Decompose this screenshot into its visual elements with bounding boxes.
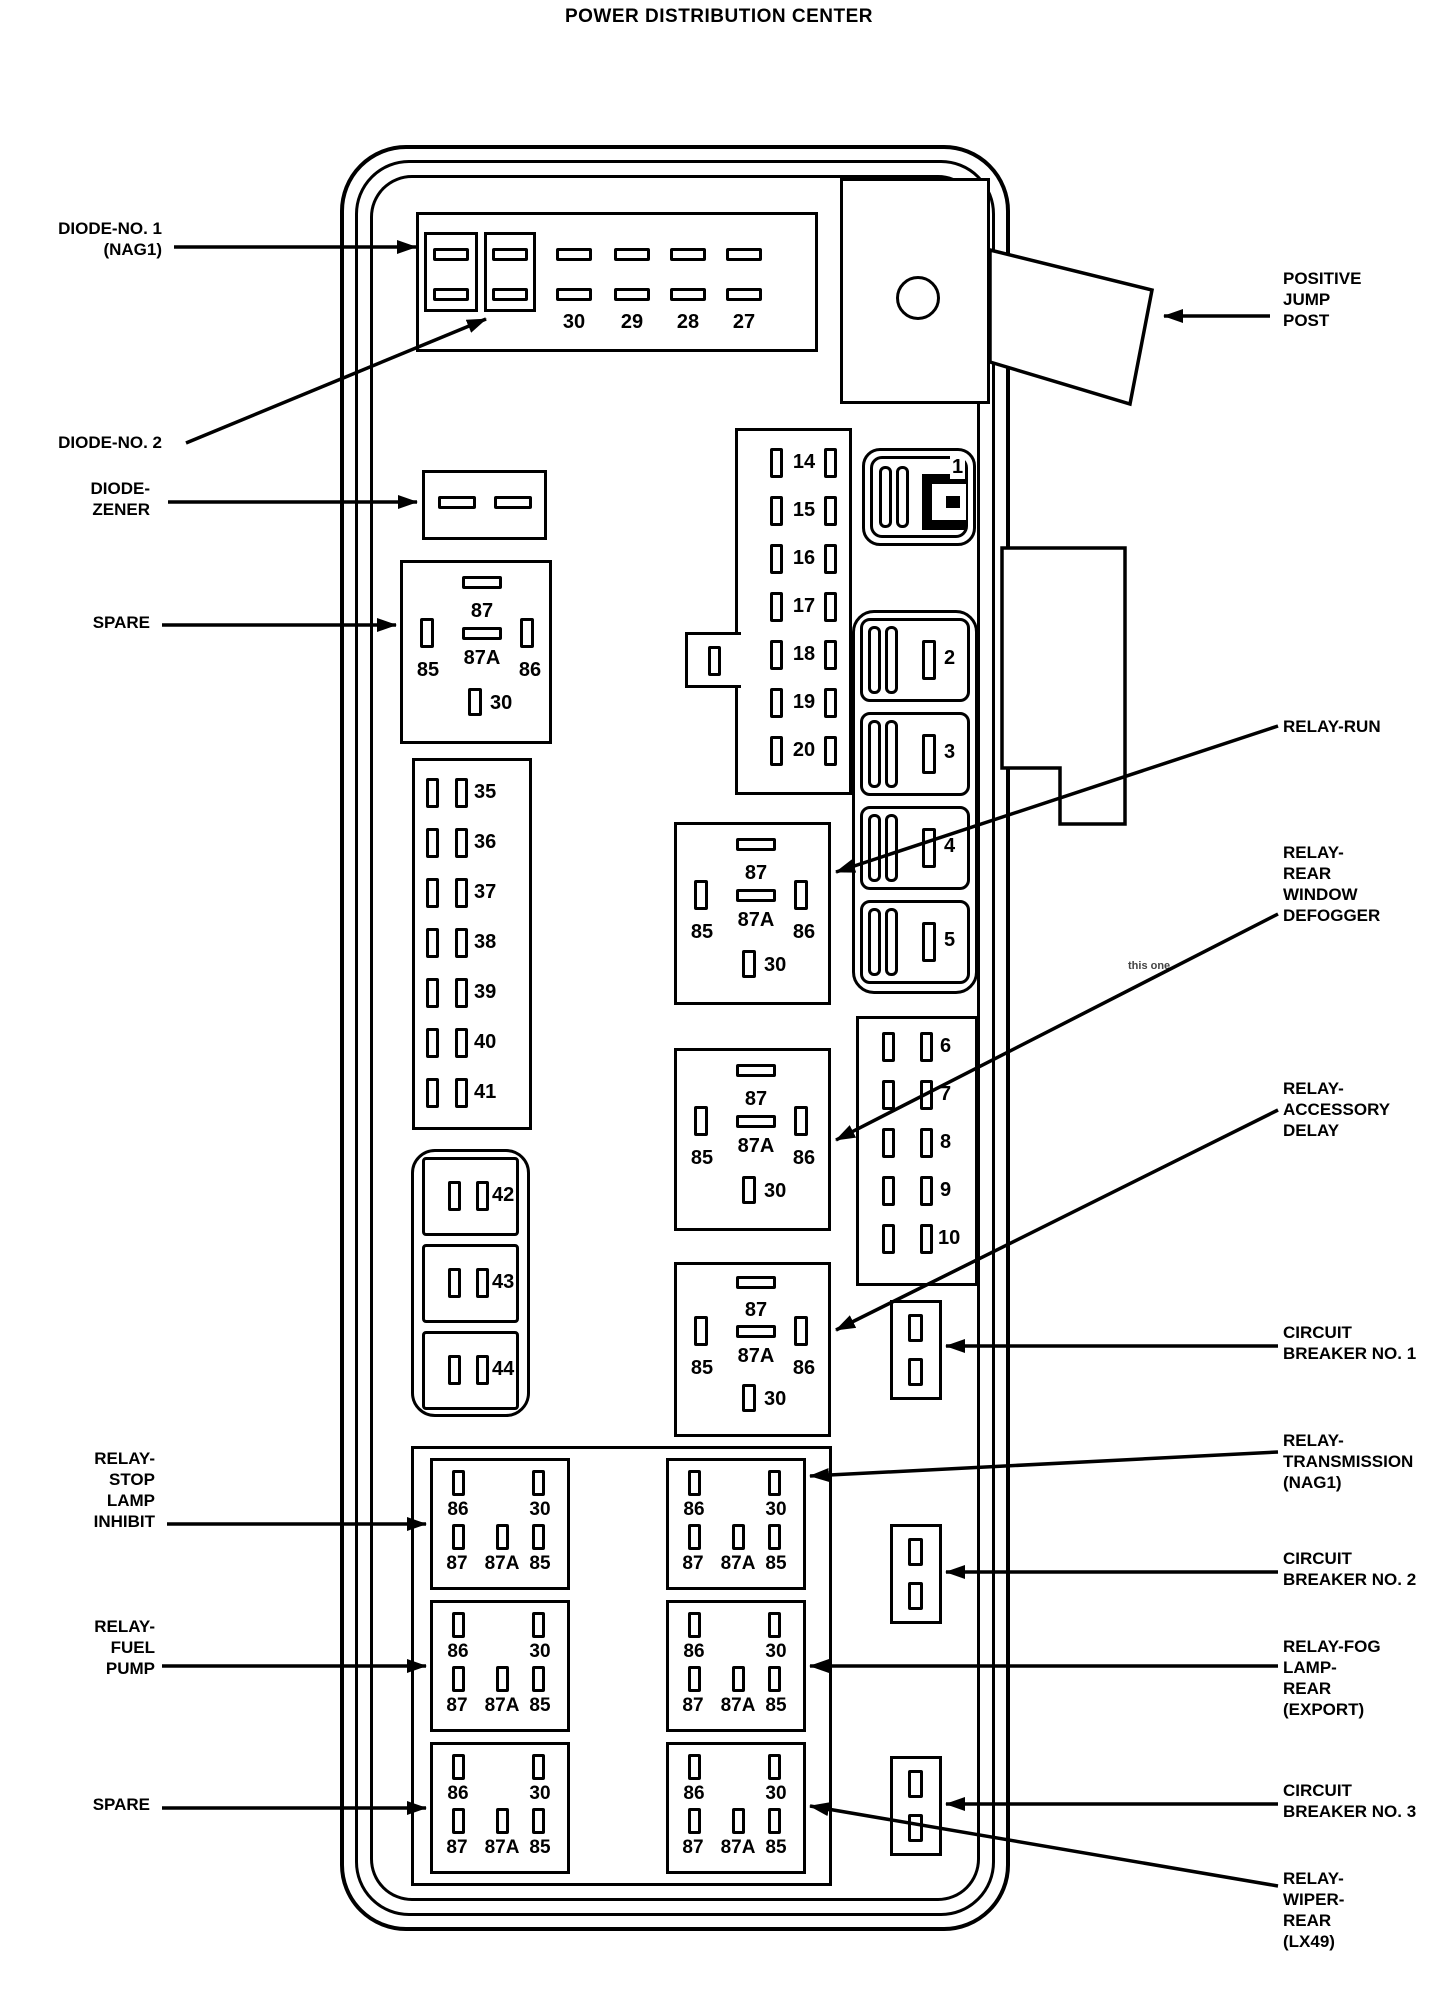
label-line: ZENER xyxy=(92,500,150,519)
fuse-number: 44 xyxy=(492,1358,515,1380)
fuse-number: 20 xyxy=(792,739,816,761)
pin-label-87: 87 xyxy=(682,1837,704,1858)
pin-label-87a: 87A xyxy=(484,1553,520,1574)
label-line: REAR xyxy=(1283,1911,1332,1930)
fuse-number: 29 xyxy=(620,311,644,333)
label-line: DELAY xyxy=(1283,1121,1340,1140)
label-line: PUMP xyxy=(105,1659,155,1678)
fuse-number: 19 xyxy=(792,691,816,713)
fuse-number: 37 xyxy=(474,881,497,903)
pin-label-30: 30 xyxy=(529,1641,551,1662)
label-line: SPARE xyxy=(92,1795,150,1814)
label-line: RELAY- xyxy=(1283,1431,1344,1450)
fuse-number: 43 xyxy=(492,1271,515,1293)
pin-label-87a: 87A xyxy=(720,1837,756,1858)
pin-label-87a: 87A xyxy=(463,647,501,669)
fuse-number: 6 xyxy=(940,1035,952,1057)
pin-label-87: 87 xyxy=(744,862,768,884)
arrow-transmission xyxy=(810,1452,1278,1476)
pin-label-85: 85 xyxy=(690,1357,714,1379)
fuse-number: 27 xyxy=(732,311,756,333)
handwritten-note: this one xyxy=(1128,960,1171,972)
pin-label-86: 86 xyxy=(447,1783,469,1804)
pin-label-87: 87 xyxy=(470,600,494,622)
label-line: BREAKER NO. 1 xyxy=(1283,1344,1417,1363)
pin-label-30: 30 xyxy=(764,954,787,976)
label-line: (NAG1) xyxy=(103,240,162,259)
fuse-number: 40 xyxy=(474,1031,497,1053)
pin-label-87: 87 xyxy=(744,1088,768,1110)
fuse-number: 16 xyxy=(792,547,816,569)
label-line: (EXPORT) xyxy=(1283,1700,1365,1719)
fuse-number: 38 xyxy=(474,931,497,953)
label-line: RELAY- xyxy=(1283,1079,1344,1098)
fuse-number: 39 xyxy=(474,981,497,1003)
connector-number: 5 xyxy=(944,929,956,951)
fuse-number: 7 xyxy=(940,1083,952,1105)
label-line: TRANSMISSION xyxy=(1283,1452,1414,1471)
label-line: DEFOGGER xyxy=(1283,906,1381,925)
connector-number: 4 xyxy=(944,835,956,857)
label-line: DIODE-NO. 2 xyxy=(58,433,162,452)
pin-label-86: 86 xyxy=(683,1783,705,1804)
label-line: REAR xyxy=(1283,1679,1332,1698)
pin-label-85: 85 xyxy=(765,1695,787,1716)
fuse-number: 10 xyxy=(938,1227,961,1249)
label-line: RELAY- xyxy=(1283,1869,1344,1888)
fuse-number: 18 xyxy=(792,643,816,665)
label-line: REAR xyxy=(1283,864,1332,883)
label-line: LAMP- xyxy=(1283,1658,1337,1677)
label-line: RELAY- xyxy=(1283,843,1344,862)
label-line: RELAY-RUN xyxy=(1283,717,1381,736)
pin-label-85: 85 xyxy=(765,1553,787,1574)
connector-number: 1 xyxy=(952,456,964,478)
pin-label-30: 30 xyxy=(764,1180,787,1202)
pin-label-87a: 87A xyxy=(484,1837,520,1858)
pin-label-85: 85 xyxy=(765,1837,787,1858)
label-line: POST xyxy=(1283,311,1330,330)
label-line: LAMP xyxy=(106,1491,155,1510)
arrow-diode2 xyxy=(186,319,486,443)
fuse-number: 8 xyxy=(940,1131,952,1153)
jump-post-lug-shape xyxy=(990,250,1152,404)
connector-number: 3 xyxy=(944,741,956,763)
fuse-number: 41 xyxy=(474,1081,497,1103)
pin-label-87a: 87A xyxy=(737,1345,775,1367)
fuse-number: 15 xyxy=(792,499,816,521)
fuse-number: 14 xyxy=(792,451,816,473)
pin-label-30: 30 xyxy=(529,1783,551,1804)
pin-label-85: 85 xyxy=(690,1147,714,1169)
fuse-number: 36 xyxy=(474,831,497,853)
label-line: STOP xyxy=(109,1470,155,1489)
connector-number: 2 xyxy=(944,647,956,669)
pin-label-87a: 87A xyxy=(720,1553,756,1574)
pin-label-87a: 87A xyxy=(737,909,775,931)
label-line: RELAY-FOG xyxy=(1283,1637,1381,1656)
arrow-wiper-rear xyxy=(810,1806,1278,1886)
label-line: BREAKER NO. 2 xyxy=(1283,1570,1417,1589)
arrow-defogger xyxy=(836,914,1278,1140)
pin-label-86: 86 xyxy=(518,659,542,681)
label-line: DIODE- xyxy=(90,479,150,498)
pin-label-87: 87 xyxy=(446,1695,468,1716)
label-line: BREAKER NO. 3 xyxy=(1283,1802,1417,1821)
label-line: (LX49) xyxy=(1283,1932,1335,1951)
pin-label-86: 86 xyxy=(447,1499,469,1520)
fuse-number: 17 xyxy=(792,595,816,617)
pin-label-85: 85 xyxy=(529,1695,551,1716)
label-line: FUEL xyxy=(110,1638,155,1657)
label-line: SPARE xyxy=(92,613,150,632)
label-line: CIRCUIT xyxy=(1283,1781,1352,1800)
pin-label-30: 30 xyxy=(764,1388,787,1410)
pin-label-86: 86 xyxy=(792,1147,816,1169)
pin-label-85: 85 xyxy=(416,659,440,681)
pin-label-85: 85 xyxy=(529,1553,551,1574)
pin-label-30: 30 xyxy=(490,692,513,714)
pin-label-87a: 87A xyxy=(484,1695,520,1716)
label-line: RELAY- xyxy=(94,1449,155,1468)
pin-label-30: 30 xyxy=(765,1641,787,1662)
pin-label-87: 87 xyxy=(682,1553,704,1574)
pin-label-87: 87 xyxy=(446,1553,468,1574)
label-line: (NAG1) xyxy=(1283,1473,1342,1492)
fuse-number: 9 xyxy=(940,1179,952,1201)
pin-label-86: 86 xyxy=(683,1641,705,1662)
label-line: CIRCUIT xyxy=(1283,1549,1352,1568)
pin-label-87a: 87A xyxy=(737,1135,775,1157)
pin-label-30: 30 xyxy=(529,1499,551,1520)
pin-label-87a: 87A xyxy=(720,1695,756,1716)
fuse-number: 35 xyxy=(474,781,497,803)
label-line: POSITIVE xyxy=(1283,269,1362,288)
label-line: JUMP xyxy=(1283,290,1331,309)
pin-label-30: 30 xyxy=(765,1783,787,1804)
pin-label-86: 86 xyxy=(792,921,816,943)
fuse-number: 30 xyxy=(562,311,586,333)
label-line: RELAY- xyxy=(94,1617,155,1636)
arrow-accessory-delay xyxy=(836,1110,1278,1330)
pin-label-86: 86 xyxy=(792,1357,816,1379)
fuse-number: 42 xyxy=(492,1184,515,1206)
pin-label-86: 86 xyxy=(683,1499,705,1520)
label-line: CIRCUIT xyxy=(1283,1323,1352,1342)
pin-label-85: 85 xyxy=(529,1837,551,1858)
pin-label-87: 87 xyxy=(446,1837,468,1858)
fuse-number: 28 xyxy=(676,311,700,333)
pin-label-86: 86 xyxy=(447,1641,469,1662)
pin-label-87: 87 xyxy=(682,1695,704,1716)
label-line: WIPER- xyxy=(1283,1890,1345,1909)
label-line: ACCESSORY xyxy=(1283,1100,1391,1119)
pin-label-87: 87 xyxy=(744,1299,768,1321)
label-line: INHIBIT xyxy=(93,1512,155,1531)
pin-label-85: 85 xyxy=(690,921,714,943)
label-line: WINDOW xyxy=(1283,885,1358,904)
label-line: DIODE-NO. 1 xyxy=(58,219,162,238)
pin-label-30: 30 xyxy=(765,1499,787,1520)
page-title: POWER DISTRIBUTION CENTER xyxy=(564,6,874,27)
